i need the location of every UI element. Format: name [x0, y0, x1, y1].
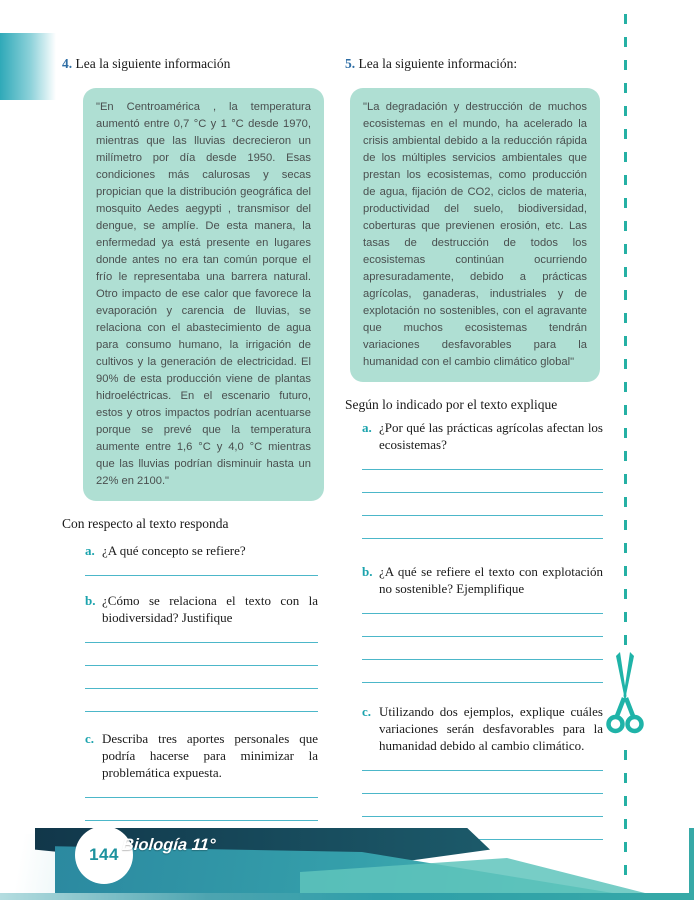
question-5a	[362, 419, 603, 453]
question-4c-text: Describa tres aportes personales que podría hacerse para minimizar la problemática expuesta.	[102, 731, 318, 780]
question-4a-label: a.	[85, 543, 95, 558]
question-5b-text: ¿A qué se refiere el texto con explotación no sostenible? Ejemplifique	[379, 564, 603, 596]
answer-lines-4b	[85, 620, 318, 712]
exercise-5-quote-box: "La degradación y destrucción de muchos ecosistemas en el mundo, ha acelerado la crisis ambiental debido a la reducción rápida de los múltiples servicios ambientales que prestan los ecosistemas, como producción de agua, fijación de CO2, ciclos de materia, productividad del suelo, biodiversidad, coberturas que previenen erosión, etc. Las tasas de destrucción de todos los ecosistemas continúan ocurriendo apresuradamente, debido a prácticas agrícolas, ganaderas, industriales y de explotación no sostenibles, con el agravante que muchos ecosistemas tendrán variaciones desfavorables para la humanidad con el cambio climático global"	[350, 88, 600, 382]
dashed-cut-line	[624, 14, 627, 880]
answer-lines-5b	[362, 591, 603, 683]
exercise-4-heading-text: Lea la siguiente información	[75, 56, 231, 71]
exercise-5-prompt: Según lo indicado por el texto explique	[345, 397, 558, 412]
book-title: Biología 11°	[121, 836, 217, 854]
footer-bottom-strip	[0, 893, 694, 900]
answer-line	[362, 614, 603, 637]
exercise-5-heading-text: Lea la siguiente información:	[358, 56, 518, 71]
answer-line	[362, 493, 603, 516]
answer-line	[85, 798, 318, 821]
answer-line	[85, 689, 318, 712]
question-4c-label: c.	[85, 731, 95, 746]
question-4b-text: ¿Cómo se relaciona el texto con la biodiversidad? Justifique	[102, 593, 318, 625]
answer-line	[85, 643, 318, 666]
question-4c	[85, 730, 318, 781]
answer-lines-5a	[362, 447, 603, 539]
question-5a-label: a.	[362, 420, 372, 435]
question-4b-label: b.	[85, 593, 96, 608]
exercise-4-heading	[62, 55, 324, 73]
question-5a-text: ¿Por qué las prácticas agrícolas afectan los ecosistemas?	[379, 420, 603, 452]
exercise-5-heading	[345, 55, 603, 73]
answer-line	[362, 637, 603, 660]
answer-line	[362, 516, 603, 539]
exercise-5-column	[345, 55, 603, 840]
answer-line	[85, 666, 318, 689]
exercise-5-number: 5.	[345, 56, 356, 71]
question-4a-text: ¿A qué concepto se refiere?	[102, 543, 246, 558]
answer-line	[362, 794, 603, 817]
page-number-badge: 144	[75, 826, 133, 884]
exercise-4-prompt: Con respecto al texto responda	[62, 516, 229, 531]
exercise-4-quote-box: "En Centroamérica , la temperatura aumentó entre 0,7 °C y 1 °C desde 1970, mientras que las lluvias decrecieron un milímetro por día desde 1950. Esas condiciones más calurosas y secas propician que la distribución geográfica del mosquito Aedes aegypti , transmisor del dengue, se amplíe. De esta manera, la enfermedad ya está presente en lugares donde antes no era tan común porque el frío le representaba una barrera natural. Otro impacto de ese calor que favorece la evaporación y carencia de lluvias, se relaciona con el abastecimiento de agua para consumo humano, la irrigación de cultivos y la generación de electricidad. El 90% de esta producción viene de plantas hidroeléctricas. En el escenario futuro, estos y otros impactos podrían acentuarse porque se prevé que la temperatura aumente entre 1,6 °C y 4,0 °C mientras que las lluvias podrían disminuir hasta un 22% en 2100."	[83, 88, 324, 501]
corner-gradient-decoration	[0, 33, 56, 100]
question-5c-label: c.	[362, 704, 372, 719]
answer-line	[362, 470, 603, 493]
question-5c	[362, 703, 603, 754]
footer-ribbon	[0, 828, 694, 900]
exercise-4-number: 4.	[62, 56, 73, 71]
answer-lines-5c	[362, 748, 603, 840]
answer-line	[362, 660, 603, 683]
exercise-4-column	[62, 55, 324, 867]
question-4a	[85, 542, 318, 559]
question-5b-label: b.	[362, 564, 373, 579]
footer-right-edge-strip	[689, 828, 694, 893]
question-5c-text: Utilizando dos ejemplos, explique cuáles variaciones serán desfavorables para la humanidad debido al cambio climático.	[379, 704, 603, 753]
question-4b	[85, 592, 318, 626]
scissors-icon	[603, 650, 647, 742]
answer-line	[362, 771, 603, 794]
question-5b	[362, 563, 603, 597]
